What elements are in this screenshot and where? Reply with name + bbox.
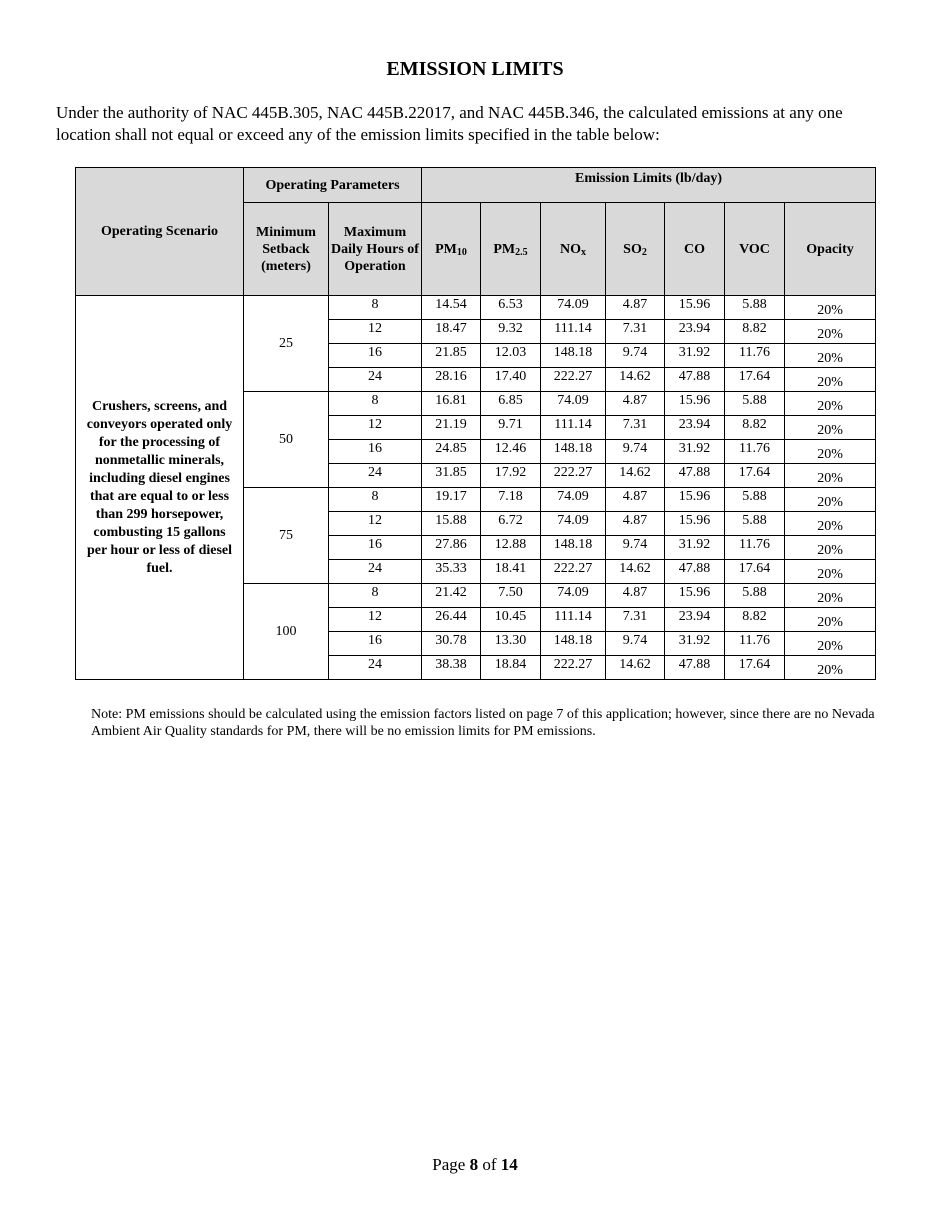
value-cell: 18.84: [481, 656, 541, 680]
value-cell: 17.92: [481, 464, 541, 488]
table-note: Note: PM emissions should be calculated using the emission factors listed on page 7 of this application; however, since there are no Nevada Ambient Air Quality standards for PM, there will be no emission limits for PM emissions.: [91, 707, 875, 739]
value-cell: 74.09: [541, 488, 606, 512]
value-cell: 5.88: [725, 488, 785, 512]
value-cell: 11.76: [725, 536, 785, 560]
value-cell: 148.18: [541, 632, 606, 656]
header-so2-sub: 2: [641, 246, 647, 258]
value-cell: 7.18: [481, 488, 541, 512]
value-cell: 15.96: [665, 584, 725, 608]
value-cell: 14.62: [606, 464, 665, 488]
hours-cell: 16: [329, 344, 422, 368]
header-opacity: Opacity: [785, 203, 876, 296]
header-pm10-sub: 10: [456, 246, 467, 258]
value-cell: 20%: [785, 488, 876, 512]
value-cell: 148.18: [541, 440, 606, 464]
header-operating-parameters: Operating Parameters: [244, 168, 422, 203]
value-cell: 7.50: [481, 584, 541, 608]
value-cell: 222.27: [541, 464, 606, 488]
value-cell: 17.40: [481, 368, 541, 392]
value-cell: 4.87: [606, 584, 665, 608]
value-cell: 20%: [785, 368, 876, 392]
value-cell: 74.09: [541, 296, 606, 320]
value-cell: 20%: [785, 560, 876, 584]
header-pm10: [422, 203, 481, 296]
header-nox-base: NO: [560, 241, 581, 257]
footer-total-pages: 14: [500, 1155, 518, 1174]
value-cell: 20%: [785, 392, 876, 416]
hours-cell: 12: [329, 416, 422, 440]
hours-cell: 8: [329, 488, 422, 512]
value-cell: 17.64: [725, 368, 785, 392]
value-cell: 9.74: [606, 344, 665, 368]
header-so2-base: SO: [623, 241, 642, 257]
hours-cell: 8: [329, 584, 422, 608]
value-cell: 20%: [785, 536, 876, 560]
value-cell: 74.09: [541, 512, 606, 536]
header-pm10-base: PM: [435, 241, 457, 257]
value-cell: 14.62: [606, 560, 665, 584]
value-cell: 31.92: [665, 632, 725, 656]
value-cell: 11.76: [725, 632, 785, 656]
value-cell: 13.30: [481, 632, 541, 656]
value-cell: 111.14: [541, 320, 606, 344]
value-cell: 18.47: [422, 320, 481, 344]
table-body: [76, 296, 876, 680]
value-cell: 12.46: [481, 440, 541, 464]
value-cell: 47.88: [665, 464, 725, 488]
hours-cell: 16: [329, 536, 422, 560]
header-voc: VOC: [725, 203, 785, 296]
value-cell: 23.94: [665, 608, 725, 632]
footer-prefix: Page: [432, 1155, 466, 1174]
value-cell: 15.88: [422, 512, 481, 536]
value-cell: 74.09: [541, 584, 606, 608]
hours-cell: 12: [329, 608, 422, 632]
footer-current-page: 8: [469, 1155, 479, 1174]
value-cell: 15.96: [665, 296, 725, 320]
value-cell: 26.44: [422, 608, 481, 632]
value-cell: 27.86: [422, 536, 481, 560]
value-cell: 17.64: [725, 464, 785, 488]
value-cell: 222.27: [541, 368, 606, 392]
value-cell: 4.87: [606, 512, 665, 536]
value-cell: 9.74: [606, 632, 665, 656]
value-cell: 20%: [785, 608, 876, 632]
operating-scenario-cell: Crushers, screens, and conveyors operated only for the processing of nonmetallic minerals, including diesel engines that are equal to or less than 299 horsepower, combusting 15 gallons per hour or less of diesel fuel.: [76, 296, 244, 680]
value-cell: 11.76: [725, 344, 785, 368]
value-cell: 4.87: [606, 296, 665, 320]
header-nox-sub: x: [581, 246, 586, 258]
value-cell: 111.14: [541, 608, 606, 632]
value-cell: 5.88: [725, 584, 785, 608]
value-cell: 31.92: [665, 440, 725, 464]
value-cell: 20%: [785, 632, 876, 656]
value-cell: 6.72: [481, 512, 541, 536]
value-cell: 222.27: [541, 656, 606, 680]
value-cell: 9.32: [481, 320, 541, 344]
value-cell: 31.92: [665, 344, 725, 368]
value-cell: 7.31: [606, 416, 665, 440]
value-cell: 20%: [785, 344, 876, 368]
value-cell: 23.94: [665, 416, 725, 440]
header-so2: [606, 203, 665, 296]
value-cell: 148.18: [541, 536, 606, 560]
setback-cell: 100: [244, 584, 329, 680]
intro-paragraph: Under the authority of NAC 445B.305, NAC 445B.22017, and NAC 445B.346, the calculated emissions at any one location shall not equal or exceed any of the emission limits specified in the table below:: [56, 103, 843, 144]
value-cell: 4.87: [606, 488, 665, 512]
value-cell: 74.09: [541, 392, 606, 416]
page-title: EMISSION LIMITS: [386, 58, 564, 80]
value-cell: 11.76: [725, 440, 785, 464]
value-cell: 28.16: [422, 368, 481, 392]
header-pm25-base: PM: [493, 241, 516, 257]
value-cell: 30.78: [422, 632, 481, 656]
value-cell: 18.41: [481, 560, 541, 584]
hours-cell: 12: [329, 320, 422, 344]
setback-cell: 25: [244, 296, 329, 392]
value-cell: 20%: [785, 584, 876, 608]
value-cell: 9.74: [606, 440, 665, 464]
header-pm25: [481, 203, 541, 296]
header-operating-scenario: Operating Scenario: [76, 168, 244, 296]
value-cell: 14.62: [606, 656, 665, 680]
value-cell: 5.88: [725, 392, 785, 416]
value-cell: 20%: [785, 296, 876, 320]
value-cell: 15.96: [665, 488, 725, 512]
setback-cell: 50: [244, 392, 329, 488]
value-cell: 15.96: [665, 512, 725, 536]
value-cell: 17.64: [725, 656, 785, 680]
hours-cell: 16: [329, 632, 422, 656]
value-cell: 24.85: [422, 440, 481, 464]
table-row: [76, 296, 876, 320]
value-cell: 35.33: [422, 560, 481, 584]
value-cell: 21.42: [422, 584, 481, 608]
value-cell: 12.03: [481, 344, 541, 368]
value-cell: 31.85: [422, 464, 481, 488]
value-cell: 17.64: [725, 560, 785, 584]
value-cell: 47.88: [665, 368, 725, 392]
hours-cell: 24: [329, 560, 422, 584]
value-cell: 21.19: [422, 416, 481, 440]
value-cell: 5.88: [725, 296, 785, 320]
value-cell: 8.82: [725, 608, 785, 632]
header-pm25-sub: 2.5: [515, 246, 528, 258]
header-emission-limits: Emission Limits (lb/day): [422, 168, 876, 203]
header-max-hours: Maximum Daily Hours of Operation: [329, 203, 422, 296]
value-cell: 21.85: [422, 344, 481, 368]
value-cell: 111.14: [541, 416, 606, 440]
value-cell: 16.81: [422, 392, 481, 416]
page-footer: [0, 1155, 950, 1175]
value-cell: 222.27: [541, 560, 606, 584]
value-cell: 20%: [785, 464, 876, 488]
value-cell: 31.92: [665, 536, 725, 560]
value-cell: 20%: [785, 656, 876, 680]
value-cell: 38.38: [422, 656, 481, 680]
value-cell: 20%: [785, 320, 876, 344]
hours-cell: 24: [329, 656, 422, 680]
value-cell: 6.85: [481, 392, 541, 416]
value-cell: 10.45: [481, 608, 541, 632]
value-cell: 148.18: [541, 344, 606, 368]
value-cell: 5.88: [725, 512, 785, 536]
emission-limits-table: [75, 167, 876, 680]
header-co: CO: [665, 203, 725, 296]
value-cell: 7.31: [606, 320, 665, 344]
value-cell: 14.62: [606, 368, 665, 392]
header-nox: [541, 203, 606, 296]
value-cell: 9.74: [606, 536, 665, 560]
hours-cell: 8: [329, 392, 422, 416]
value-cell: 4.87: [606, 392, 665, 416]
value-cell: 23.94: [665, 320, 725, 344]
value-cell: 9.71: [481, 416, 541, 440]
value-cell: 20%: [785, 512, 876, 536]
value-cell: 8.82: [725, 416, 785, 440]
footer-of: of: [482, 1155, 497, 1174]
setback-cell: 75: [244, 488, 329, 584]
value-cell: 20%: [785, 416, 876, 440]
value-cell: 19.17: [422, 488, 481, 512]
header-min-setback: Minimum Setback (meters): [244, 203, 329, 296]
hours-cell: 24: [329, 464, 422, 488]
value-cell: 6.53: [481, 296, 541, 320]
value-cell: 15.96: [665, 392, 725, 416]
hours-cell: 24: [329, 368, 422, 392]
hours-cell: 16: [329, 440, 422, 464]
value-cell: 7.31: [606, 608, 665, 632]
value-cell: 47.88: [665, 560, 725, 584]
hours-cell: 8: [329, 296, 422, 320]
value-cell: 8.82: [725, 320, 785, 344]
value-cell: 14.54: [422, 296, 481, 320]
value-cell: 20%: [785, 440, 876, 464]
value-cell: 47.88: [665, 656, 725, 680]
value-cell: 12.88: [481, 536, 541, 560]
hours-cell: 12: [329, 512, 422, 536]
